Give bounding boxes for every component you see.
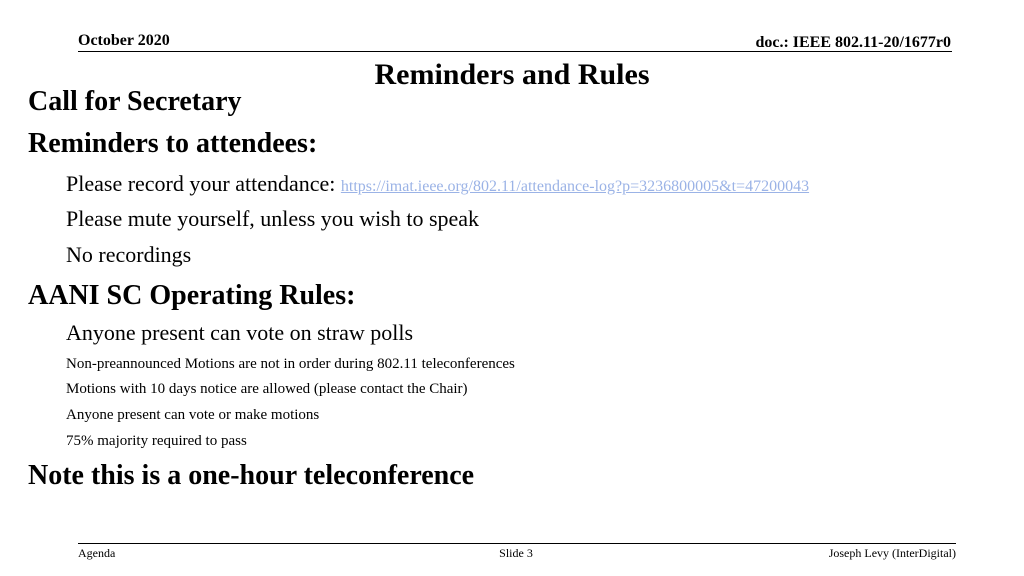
rule-item: Non-preannounced Motions are not in order during 802.11 teleconferences bbox=[66, 356, 515, 372]
call-for-secretary: Call for Secretary bbox=[28, 86, 242, 117]
straw-polls-item: Anyone present can vote on straw polls bbox=[66, 320, 414, 345]
footer-author: Joseph Levy (InterDigital) bbox=[828, 546, 956, 560]
rule-item: Motions with 10 days notice are allowed (please contact the Chair) bbox=[66, 381, 468, 397]
teleconference-note: Note this is a one-hour teleconference bbox=[28, 460, 475, 491]
footer-divider bbox=[78, 543, 956, 544]
attendance-item bbox=[66, 171, 809, 200]
footer-agenda: Agenda bbox=[78, 546, 116, 560]
no-recordings-item: No recordings bbox=[66, 242, 192, 267]
reminders-heading: Reminders to attendees: bbox=[28, 128, 318, 159]
slide-title: Reminders and Rules bbox=[374, 58, 650, 91]
rule-item: 75% majority required to pass bbox=[66, 433, 247, 449]
attendance-text: Please record your attendance: bbox=[66, 171, 341, 196]
rules-heading: AANI SC Operating Rules: bbox=[28, 280, 356, 311]
attendance-link[interactable]: https://imat.ieee.org/802.11/attendance-log?p=3236800005&t=47200043 bbox=[340, 178, 810, 195]
rule-item: Anyone present can vote or make motions bbox=[66, 407, 320, 423]
header-divider bbox=[78, 51, 952, 52]
header-doc-id: doc.: IEEE 802.11-20/1677r0 bbox=[755, 34, 951, 51]
mute-item: Please mute yourself, unless you wish to speak bbox=[66, 206, 480, 231]
footer-slide-number: Slide 3 bbox=[499, 546, 533, 560]
header-date: October 2020 bbox=[78, 32, 170, 49]
